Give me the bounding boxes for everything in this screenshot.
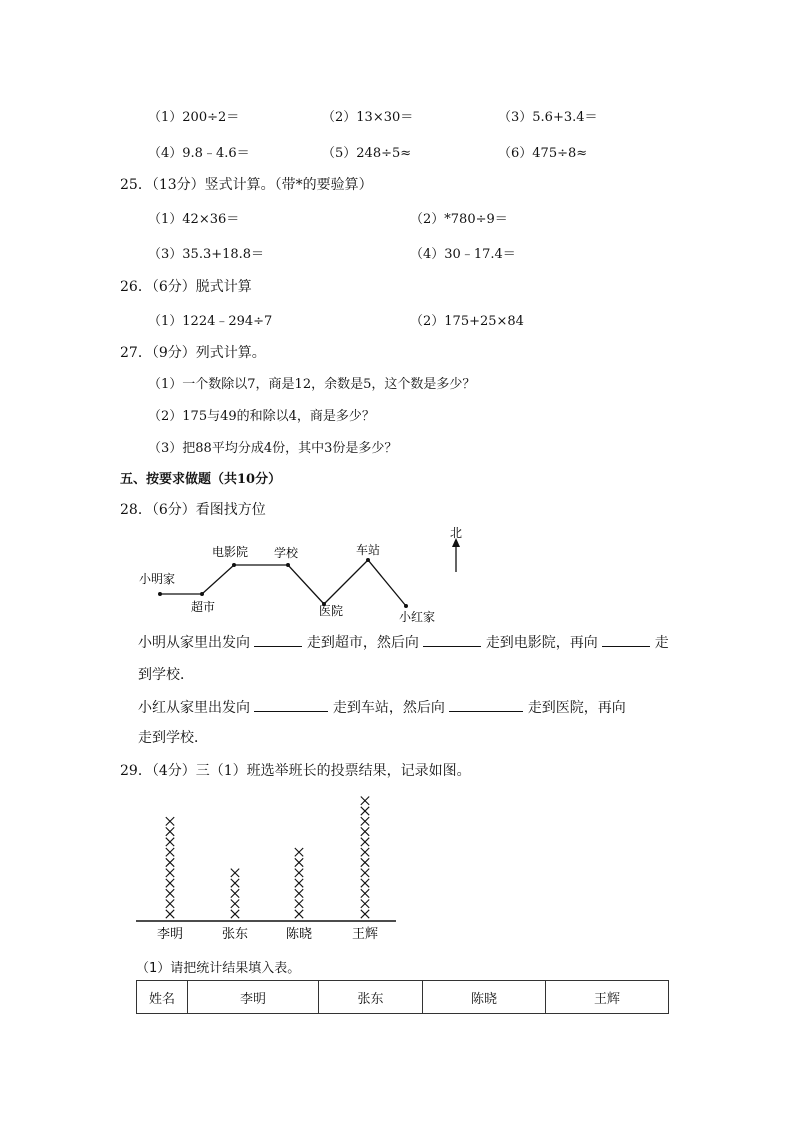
q27-title: 27．（9分）列式计算。 <box>120 345 266 361</box>
table-cell-name-3: 陈晓 <box>423 981 546 1014</box>
answer-blank-3[interactable] <box>602 632 650 647</box>
q24-item-6: （6）475÷8≈ <box>498 146 588 161</box>
tally-mark-1-10 <box>166 817 174 825</box>
map-dot-station <box>366 558 370 562</box>
q25-item-1: （1）42×36＝ <box>148 212 240 227</box>
direction-map <box>136 524 466 630</box>
q26-title: 26．（6分）脱式计算 <box>120 279 252 295</box>
q25-item-2: （2）*780÷9＝ <box>410 212 508 227</box>
q24-item-4: （4）9.8﹣4.6＝ <box>148 146 250 161</box>
q27-item-3: （3）把88平均分成4份，其中3份是多少？ <box>148 441 398 456</box>
q27-item-1: （1）一个数除以7，商是12，余数是5，这个数是多少？ <box>148 377 476 392</box>
tally-mark-3-3 <box>295 889 303 897</box>
tally-mark-3-2 <box>295 900 303 908</box>
map-label-xiaoming-home: 小明家 <box>139 572 176 586</box>
tally-mark-3-1 <box>295 910 303 918</box>
tally-mark-4-1 <box>361 910 369 918</box>
q29-title: 29．（4分）三（1）班选举班长的投票结果，记录如图。 <box>120 763 471 779</box>
map-label-xiaohong-home: 小红家 <box>399 610 436 624</box>
q26-item-1: （1）1224﹣294÷7 <box>148 314 273 329</box>
q25-title: 25．（13分）竖式计算。（带*的要验算） <box>120 177 373 193</box>
tally-mark-4-8 <box>361 838 369 846</box>
q24-item-3: （3）5.6+3.4＝ <box>498 110 598 125</box>
q28-line-3 <box>138 697 626 717</box>
q24-item-5: （5）248÷5≈ <box>322 146 412 161</box>
tally-mark-2-4 <box>231 879 239 887</box>
map-label-cinema: 电影院 <box>212 545 249 559</box>
q24-item-2: （2）13×30＝ <box>322 110 414 125</box>
chart-category-label-2: 张东 <box>221 927 249 942</box>
tally-mark-2-1 <box>231 910 239 918</box>
tally-mark-4-12 <box>361 797 369 805</box>
tally-mark-1-1 <box>166 910 174 918</box>
tally-mark-3-5 <box>295 869 303 877</box>
vote-chart <box>136 786 398 944</box>
q28-line-4: 走到学校． <box>138 730 208 746</box>
tally-mark-3-4 <box>295 879 303 887</box>
q28-line-3-part-c: 走到医院，再向 <box>527 700 626 716</box>
table-row <box>137 981 669 1014</box>
q25-item-3: （3）35.3+18.8＝ <box>148 247 265 262</box>
q24-item-1: （1）200÷2＝ <box>148 110 240 125</box>
q28-line-3-part-a: 小红从家里出发向 <box>138 700 250 716</box>
table-cell-name-1: 李明 <box>188 981 319 1014</box>
tally-mark-3-7 <box>295 848 303 856</box>
tally-mark-4-2 <box>361 900 369 908</box>
q28-line-1-part-c: 走到电影院，再向 <box>485 635 598 651</box>
tally-mark-4-3 <box>361 889 369 897</box>
q28-line-2: 到学校． <box>138 667 194 683</box>
chart-category-label-1: 李明 <box>156 927 184 942</box>
map-dot-cinema <box>232 563 236 567</box>
map-label-hospital: 医院 <box>319 604 344 618</box>
tally-mark-4-9 <box>361 827 369 835</box>
answer-blank-2[interactable] <box>423 632 481 647</box>
tally-mark-1-3 <box>166 889 174 897</box>
table-cell-name-4: 王辉 <box>546 981 669 1014</box>
tally-mark-1-7 <box>166 848 174 856</box>
map-dot-xiaoming-home <box>158 592 162 596</box>
tally-mark-4-11 <box>361 807 369 815</box>
q29-sub-1: （1）请把统计结果填入表。 <box>136 961 301 976</box>
q28-line-3-part-b: 走到车站，然后向 <box>332 700 445 716</box>
tally-mark-1-6 <box>166 858 174 866</box>
chart-category-label-4: 王辉 <box>351 927 379 942</box>
tally-mark-1-9 <box>166 827 174 835</box>
chart-category-label-3: 陈晓 <box>285 927 313 942</box>
q27-item-2: （2）175与49的和除以4，商是多少？ <box>148 409 375 424</box>
answer-blank-4[interactable] <box>254 697 328 712</box>
section-5-title: 五、按要求做题（共10分） <box>120 472 282 487</box>
north-label: 北 <box>450 526 463 540</box>
q28-line-1-part-b: 走到超市，然后向 <box>306 635 419 651</box>
tally-mark-1-8 <box>166 838 174 846</box>
tally-mark-1-5 <box>166 869 174 877</box>
q28-line-1-part-d: 走 <box>654 635 669 651</box>
tally-mark-4-5 <box>361 869 369 877</box>
q25-item-4: （4）30﹣17.4＝ <box>410 247 516 262</box>
tally-mark-1-2 <box>166 900 174 908</box>
tally-mark-4-4 <box>361 879 369 887</box>
tally-mark-1-4 <box>166 879 174 887</box>
q28-title: 28．（6分）看图找方位 <box>120 502 266 518</box>
tally-mark-2-2 <box>231 900 239 908</box>
tally-mark-2-3 <box>231 889 239 897</box>
answer-blank-1[interactable] <box>254 632 302 647</box>
map-label-station: 车站 <box>356 543 381 557</box>
q26-item-2: （2）175+25×84 <box>410 314 524 329</box>
map-dot-xiaohong-home <box>404 604 408 608</box>
q28-line-1 <box>138 632 669 652</box>
map-dot-supermarket <box>200 592 204 596</box>
table-cell-name-2: 张东 <box>319 981 423 1014</box>
answer-blank-5[interactable] <box>449 697 523 712</box>
map-label-supermarket: 超市 <box>191 600 216 614</box>
tally-mark-4-7 <box>361 848 369 856</box>
tally-mark-2-5 <box>231 869 239 877</box>
map-label-school: 学校 <box>274 546 299 560</box>
q28-line-1-part-a: 小明从家里出发向 <box>138 635 250 651</box>
tally-mark-4-6 <box>361 858 369 866</box>
map-dot-school <box>286 563 290 567</box>
vote-table <box>136 980 669 1014</box>
tally-mark-3-6 <box>295 858 303 866</box>
table-header-name: 姓名 <box>137 981 188 1014</box>
tally-mark-4-10 <box>361 817 369 825</box>
